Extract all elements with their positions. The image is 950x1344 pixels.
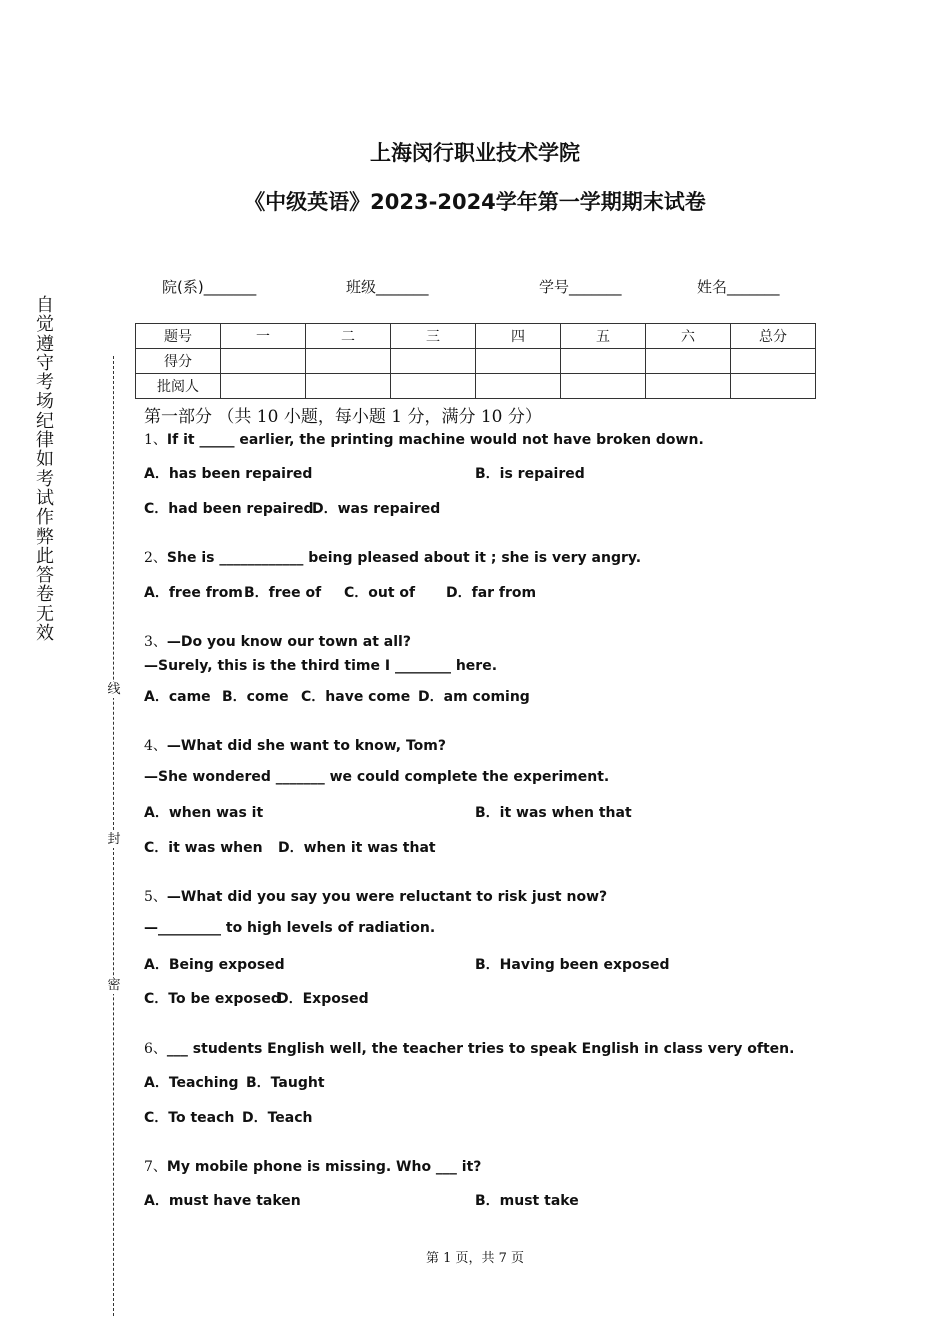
question-2-option-b[interactable]: B．free of [244, 585, 322, 601]
question-4-option-d[interactable]: D．when it was that [278, 840, 436, 856]
score-table [135, 323, 816, 399]
question-1-option-d[interactable]: D．was repaired [312, 501, 441, 517]
question-number: 3、 [144, 634, 167, 650]
score-table-header-cell: 五 [561, 324, 646, 349]
reviewer-row-label: 批阅人 [136, 374, 221, 399]
score-cell[interactable] [646, 349, 731, 374]
question-4-option-c[interactable]: C．it was when [144, 840, 263, 856]
question-1-stem [144, 429, 704, 449]
score-table-header-cell: 四 [476, 324, 561, 349]
side-notice-char: 此 [36, 545, 54, 567]
side-notice-char: 自 [36, 295, 54, 316]
question-number: 4、 [144, 738, 167, 754]
question-5-option-b[interactable]: B．Having been exposed [475, 957, 670, 973]
question-7-stem [144, 1156, 481, 1176]
score-row [136, 349, 816, 374]
score-table-header-cell: 三 [391, 324, 476, 349]
seal-mark-line: 线 [107, 682, 121, 697]
side-notice-char: 试 [36, 487, 54, 509]
reviewer-cell[interactable] [391, 374, 476, 399]
question-6-option-c[interactable]: C．To teach [144, 1110, 235, 1126]
score-cell[interactable] [391, 349, 476, 374]
student-id-field[interactable]: 学号_______ [539, 278, 622, 296]
reviewer-cell[interactable] [306, 374, 391, 399]
score-table-header-cell: 总分 [731, 324, 816, 349]
question-2-stem [144, 547, 641, 567]
question-3-option-a[interactable]: A．came [144, 689, 211, 705]
question-2-option-a[interactable]: A．free from [144, 585, 243, 601]
part1-heading: 第一部分 （共 10 小题，每小题 1 分，满分 10 分） [144, 407, 542, 427]
question-6-stem [144, 1038, 794, 1058]
question-number: 6、 [144, 1041, 167, 1057]
score-cell[interactable] [731, 349, 816, 374]
question-text: ___ students English well, the teacher tries to speak English in class very often. [166, 1041, 795, 1057]
page-footer: 第 1 页，共 7 页 [425, 1251, 525, 1266]
side-notice [33, 296, 57, 643]
score-table-header-cell: 一 [221, 324, 306, 349]
score-cell[interactable] [561, 349, 646, 374]
side-notice-char: 无 [36, 603, 54, 625]
side-notice-char: 卷 [36, 584, 54, 606]
side-notice-char: 效 [36, 623, 54, 645]
side-notice-char: 考 [36, 372, 54, 394]
side-notice-char: 觉 [36, 314, 54, 336]
side-notice-char: 守 [36, 352, 54, 374]
reviewer-cell[interactable] [221, 374, 306, 399]
question-6-option-a[interactable]: A．Teaching [144, 1075, 239, 1091]
question-5-stem [144, 886, 607, 906]
score-table-header-cell: 二 [306, 324, 391, 349]
name-field[interactable]: 姓名_______ [697, 278, 780, 296]
question-1-option-c[interactable]: C．had been repaired [144, 501, 314, 517]
question-3-stem-line2: —Surely, this is the third time I ________ here. [144, 658, 498, 674]
question-text: If it _____ earlier, the printing machine would not have broken down. [166, 432, 704, 448]
side-notice-char: 律 [36, 430, 54, 452]
side-notice-char: 答 [36, 565, 54, 587]
department-field[interactable]: 院(系)_______ [162, 278, 257, 296]
class-field[interactable]: 班级_______ [346, 278, 429, 296]
question-5-option-a[interactable]: A．Being exposed [144, 957, 285, 973]
question-text: —Do you know our town at all? [166, 634, 411, 650]
side-notice-char: 作 [36, 507, 54, 529]
seal-mark-secret: 密 [107, 978, 121, 993]
question-number: 7、 [144, 1159, 167, 1175]
question-6-option-b[interactable]: B．Taught [246, 1075, 325, 1091]
score-cell[interactable] [306, 349, 391, 374]
score-cell[interactable] [476, 349, 561, 374]
question-number: 2、 [144, 550, 167, 566]
question-text: My mobile phone is missing. Who ___ it? [166, 1159, 482, 1175]
question-4-stem [144, 735, 446, 755]
reviewer-row [136, 374, 816, 399]
question-6-option-d[interactable]: D．Teach [242, 1110, 313, 1126]
seal-mark-seal: 封 [107, 832, 121, 847]
reviewer-cell[interactable] [646, 374, 731, 399]
score-table-header-cell: 六 [646, 324, 731, 349]
question-4-stem-line2: —She wondered _______ we could complete the experiment. [144, 769, 610, 785]
question-3-option-c[interactable]: C．have come [301, 689, 411, 705]
question-2-option-d[interactable]: D．far from [446, 585, 537, 601]
side-notice-char: 场 [36, 391, 54, 413]
score-table-header-cell: 题号 [136, 324, 221, 349]
side-notice-char: 考 [36, 468, 54, 490]
question-1-option-a[interactable]: A．has been repaired [144, 466, 313, 482]
side-notice-char: 纪 [36, 410, 54, 432]
question-text: —What did you say you were reluctant to risk just now? [166, 889, 608, 905]
question-1-option-b[interactable]: B．is repaired [475, 466, 585, 482]
question-4-option-a[interactable]: A．when was it [144, 805, 264, 821]
question-4-option-b[interactable]: B．it was when that [475, 805, 632, 821]
reviewer-cell[interactable] [561, 374, 646, 399]
question-3-stem [144, 631, 411, 651]
question-5-option-d[interactable]: D．Exposed [277, 991, 369, 1007]
reviewer-cell[interactable] [476, 374, 561, 399]
question-text: She is ____________ being pleased about it ; she is very angry. [166, 550, 642, 566]
reviewer-cell[interactable] [731, 374, 816, 399]
question-3-option-b[interactable]: B．come [222, 689, 289, 705]
side-notice-char: 如 [36, 449, 54, 471]
question-5-option-c[interactable]: C．To be exposed [144, 991, 281, 1007]
question-number: 1、 [144, 432, 167, 448]
exam-title: 《中级英语》2023-2024学年第一学期期末试卷 [244, 190, 706, 214]
question-3-option-d[interactable]: D．am coming [418, 689, 530, 705]
question-number: 5、 [144, 889, 167, 905]
score-cell[interactable] [221, 349, 306, 374]
question-text: —What did she want to know, Tom? [166, 738, 446, 754]
side-notice-char: 遵 [36, 333, 54, 355]
score-table-header-row [136, 324, 816, 349]
question-7-option-b[interactable]: B．must take [475, 1193, 579, 1209]
question-2-option-c[interactable]: C．out of [344, 585, 416, 601]
question-5-stem-line2: —_________ to high levels of radiation. [144, 920, 436, 936]
school-title: 上海闵行职业技术学院 [370, 141, 580, 165]
score-row-label: 得分 [136, 349, 221, 374]
question-7-option-a[interactable]: A．must have taken [144, 1193, 301, 1209]
side-notice-char: 弊 [36, 526, 54, 548]
